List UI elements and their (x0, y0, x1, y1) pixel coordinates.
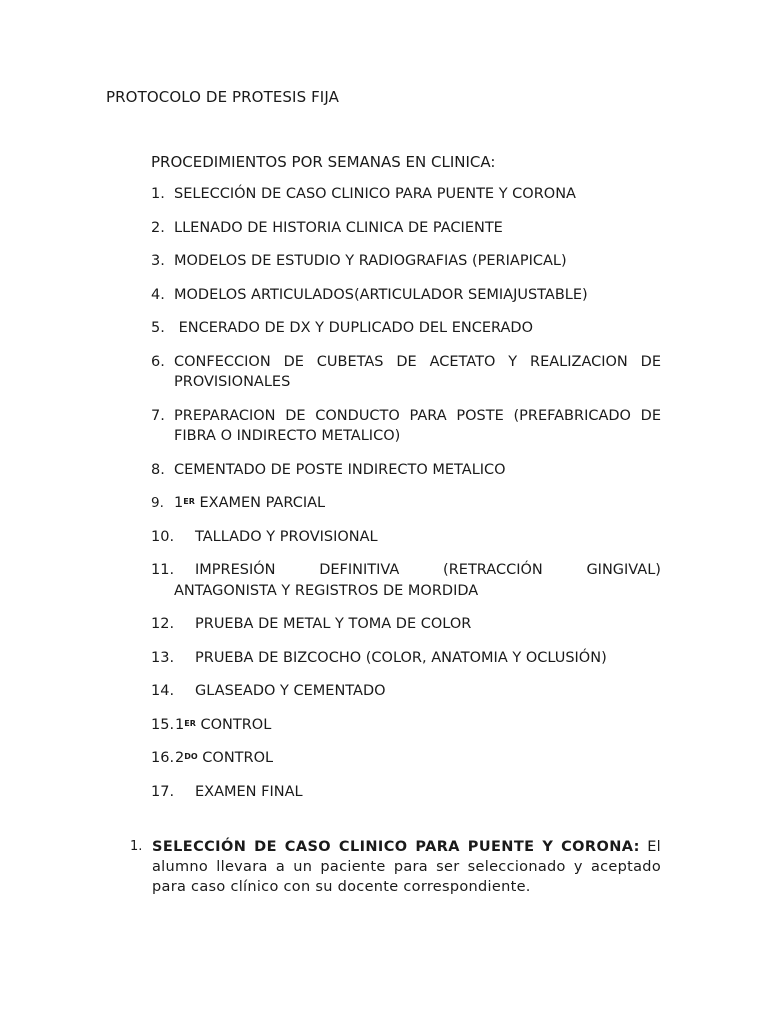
list-item-number: 10. (151, 528, 175, 545)
list-item-text: GLASEADO Y CEMENTADO (195, 683, 386, 699)
list-item-text: MODELOS DE ESTUDIO Y RADIOGRAFIAS (PERIAPICAL) (174, 253, 567, 269)
list-item-text: PREPARACION DE CONDUCTO PARA POSTE (PREFABRICADO DE FIBRA O INDIRECTO METALICO) (174, 407, 661, 444)
list-item-text: SELECCIÓN DE CASO CLINICO PARA PUENTE Y CORONA (174, 186, 576, 202)
list-item-number: 16. (151, 750, 175, 766)
list-item-number: 14. (151, 683, 175, 699)
section-paragraph (130, 837, 661, 897)
list-item-number: 7. (151, 407, 165, 424)
section-number: 1. (130, 839, 143, 854)
list-item-number: 4. (151, 286, 165, 303)
list-item-text (151, 748, 661, 769)
section-subtitle: PROCEDIMIENTOS POR SEMANAS EN CLINICA: (151, 153, 496, 171)
list-item-number: 13. (151, 649, 175, 666)
ordinal-number: 1 (174, 495, 184, 511)
section-heading: SELECCIÓN DE CASO CLINICO PARA PUENTE Y CORONA: (152, 839, 640, 855)
list-item-text (151, 493, 661, 514)
list-item-text: ENCERADO DE DX Y DUPLICADO DEL ENCERADO (174, 320, 534, 336)
page-title: PROTOCOLO DE PROTESIS FIJA (106, 88, 339, 106)
ordinal-number: 2 (175, 750, 185, 766)
list-item-text: PRUEBA DE METAL Y TOMA DE COLOR (195, 616, 472, 632)
list-item (151, 614, 661, 635)
list-item-number: 17. (151, 783, 175, 800)
list-item (151, 285, 661, 306)
list-item-label: CONTROL (197, 750, 274, 766)
list-item (151, 681, 661, 702)
list-item-label: EXAMEN PARCIAL (194, 495, 326, 511)
section-body (130, 837, 661, 897)
ordinal-suffix: DO (184, 752, 198, 761)
list-item-text: CONFECCION DE CUBETAS DE ACETATO Y REALIZACION DE PROVISIONALES (174, 353, 661, 390)
list-item (151, 748, 661, 769)
list-item (151, 648, 661, 669)
ordinal-suffix: ER (183, 497, 195, 506)
list-item (151, 251, 661, 272)
word: DEFINITIVA (319, 562, 400, 578)
word: IMPRESIÓN (195, 562, 276, 578)
list-item-number: 11. (151, 562, 175, 578)
list-item-number: 12. (151, 616, 175, 632)
list-item-number: 5. (151, 320, 165, 336)
list-item (151, 715, 661, 736)
list-item (151, 527, 661, 548)
list-item-text (151, 560, 661, 601)
section-text: El alumno llevara a un paciente para ser seleccionado y aceptado para caso clínico con su docente correspondiente. (152, 839, 661, 895)
list-item-second-line: ANTAGONISTA Y REGISTROS DE MORDIDA (174, 582, 479, 599)
list-item-first-line (195, 560, 661, 581)
list-item-number: 15. (151, 716, 175, 733)
list-item (151, 560, 661, 601)
list-item (151, 782, 661, 803)
list-item (151, 493, 661, 514)
list-item-text: CEMENTADO DE POSTE INDIRECTO METALICO (174, 461, 506, 478)
ordinal-suffix: ER (184, 718, 196, 728)
word: (RETRACCIÓN (443, 562, 543, 578)
list-item (151, 318, 661, 339)
word: GINGIVAL) (586, 562, 661, 578)
list-item (151, 184, 661, 205)
procedure-list (151, 184, 661, 815)
list-item-text (151, 715, 661, 736)
list-item-number: 6. (151, 353, 165, 370)
ordinal-number: 1 (175, 716, 185, 733)
list-item-number: 8. (151, 461, 165, 478)
list-item (151, 406, 661, 447)
list-item-text: LLENADO DE HISTORIA CLINICA DE PACIENTE (174, 219, 503, 236)
list-item (151, 460, 661, 481)
list-item-text: TALLADO Y PROVISIONAL (195, 528, 378, 545)
list-item-text: MODELOS ARTICULADOS(ARTICULADOR SEMIAJUSTABLE) (174, 286, 588, 303)
list-item-label: CONTROL (195, 716, 272, 733)
list-item-text: EXAMEN FINAL (195, 783, 303, 800)
list-item-number: 2. (151, 219, 165, 236)
list-item-number: 9. (151, 495, 164, 511)
list-item-number: 1. (151, 186, 165, 202)
list-item-text: PRUEBA DE BIZCOCHO (COLOR, ANATOMIA Y OCLUSIÓN) (195, 649, 607, 666)
list-item (151, 218, 661, 239)
list-item-number: 3. (151, 253, 165, 269)
list-item (151, 352, 661, 393)
